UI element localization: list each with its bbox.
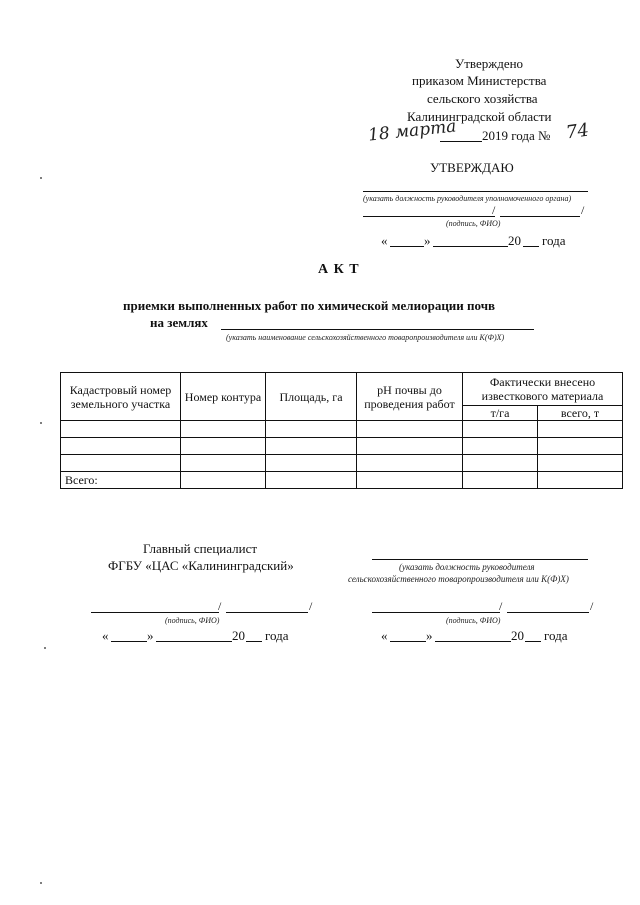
left-date-close: » xyxy=(147,628,154,643)
header-contour: Номер контура xyxy=(181,373,266,421)
left-date-open: « xyxy=(102,628,109,643)
right-year-suffix: года xyxy=(544,628,568,643)
right-date-open: « xyxy=(381,628,388,643)
approve-year-prefix: 20 xyxy=(508,233,521,248)
table-cell xyxy=(538,472,623,489)
table-cell xyxy=(357,472,463,489)
table-cell xyxy=(463,421,538,438)
left-year-prefix: 20 xyxy=(232,628,245,643)
approve-month-line xyxy=(433,246,508,247)
table-cell xyxy=(538,455,623,472)
right-month-line xyxy=(435,641,511,642)
right-position-hint-1: (указать должность руководителя xyxy=(399,562,535,572)
right-name-line xyxy=(507,612,589,613)
header-applied: Фактически внесено известкового материала xyxy=(463,373,623,406)
right-year-prefix: 20 xyxy=(511,628,524,643)
act-subtitle: приемки выполненных работ по химической мелиорации почв xyxy=(123,298,496,313)
approval-line-4: Калининградской области xyxy=(407,109,552,124)
scan-mark xyxy=(40,882,42,884)
table-cell xyxy=(266,455,357,472)
header-per-ha: т/га xyxy=(463,406,538,421)
approval-year-text: 2019 года № xyxy=(482,128,551,143)
left-day-line xyxy=(111,641,147,642)
table-cell xyxy=(266,438,357,455)
right-signature-hint: (подпись, ФИО) xyxy=(446,616,501,625)
approve-date-close: » xyxy=(424,233,431,248)
approval-number-handwritten: 74 xyxy=(564,119,591,144)
approve-year-suffix: года xyxy=(542,233,566,248)
table-cell xyxy=(266,421,357,438)
approval-line-1: Утверждено xyxy=(455,56,524,71)
right-day-line xyxy=(390,641,426,642)
header-area: Площадь, га xyxy=(266,373,357,421)
table-cell xyxy=(181,455,266,472)
left-title-2: ФГБУ «ЦАС «Калининградский» xyxy=(108,558,294,573)
approve-date-open: « xyxy=(381,233,388,248)
approve-signature-hint: (подпись, ФИО) xyxy=(446,219,501,228)
table-cell xyxy=(463,438,538,455)
table-cell xyxy=(538,438,623,455)
left-signature-hint: (подпись, ФИО) xyxy=(165,616,220,625)
table-cell xyxy=(463,455,538,472)
right-position-hint-2: сельскохозяйственного товаропроизводителя или К(Ф)Х) xyxy=(348,574,569,584)
table-cell xyxy=(61,421,181,438)
header-total: всего, т xyxy=(538,406,623,421)
table-row xyxy=(61,455,623,472)
approval-line-3: сельского хозяйства xyxy=(427,91,538,106)
works-table xyxy=(60,372,623,489)
header-ph: pH почвы до проведения работ xyxy=(357,373,463,421)
act-lands-hint: (указать наименование сельскохозяйственного товаропроизводителя или К(Ф)Х) xyxy=(226,333,505,342)
act-lands-label: на землях xyxy=(150,315,208,330)
approve-signature-line xyxy=(363,216,495,217)
left-year-line xyxy=(246,641,262,642)
approve-position-hint: (указать должность руководителя уполномоченного органа) xyxy=(363,194,572,203)
right-slash-1: / xyxy=(499,599,503,613)
approval-date-underline xyxy=(440,141,482,142)
approve-heading: УТВЕРЖДАЮ xyxy=(430,160,514,175)
left-slash-2: / xyxy=(309,599,313,613)
approval-line-2: приказом Министерства xyxy=(412,73,547,88)
table-cell xyxy=(266,472,357,489)
table-row xyxy=(61,421,623,438)
scan-mark xyxy=(40,422,42,424)
table-cell xyxy=(61,438,181,455)
table-cell xyxy=(181,472,266,489)
scan-mark xyxy=(44,647,46,649)
approve-slash-1: / xyxy=(492,203,496,217)
left-slash-1: / xyxy=(218,599,222,613)
approval-date-handwritten: 18 марта xyxy=(367,116,458,146)
right-date-close: » xyxy=(426,628,433,643)
left-month-line xyxy=(156,641,232,642)
right-signature-line xyxy=(372,612,500,613)
approve-slash-2: / xyxy=(581,203,585,217)
approve-year-line xyxy=(523,246,539,247)
table-cell xyxy=(463,472,538,489)
left-name-line xyxy=(226,612,308,613)
table-cell xyxy=(181,438,266,455)
approve-day-line xyxy=(390,246,424,247)
table-cell xyxy=(357,438,463,455)
left-year-suffix: года xyxy=(265,628,289,643)
table-total-row xyxy=(61,472,623,489)
table-cell xyxy=(181,421,266,438)
right-position-line xyxy=(372,559,588,560)
table-cell xyxy=(357,421,463,438)
table-cell xyxy=(538,421,623,438)
left-signature-line xyxy=(91,612,219,613)
approve-position-line xyxy=(363,191,588,192)
scan-mark xyxy=(40,177,42,179)
right-year-line xyxy=(525,641,541,642)
act-title: А К Т xyxy=(318,262,360,277)
table-cell xyxy=(357,455,463,472)
table-row xyxy=(61,438,623,455)
act-lands-line xyxy=(221,329,534,330)
left-title-1: Главный специалист xyxy=(143,541,258,556)
right-slash-2: / xyxy=(590,599,594,613)
approve-name-line xyxy=(500,216,580,217)
table-cell xyxy=(61,455,181,472)
total-label: Всего: xyxy=(61,472,181,489)
header-cadastral: Кадастровый номер земельного участка xyxy=(61,373,181,421)
